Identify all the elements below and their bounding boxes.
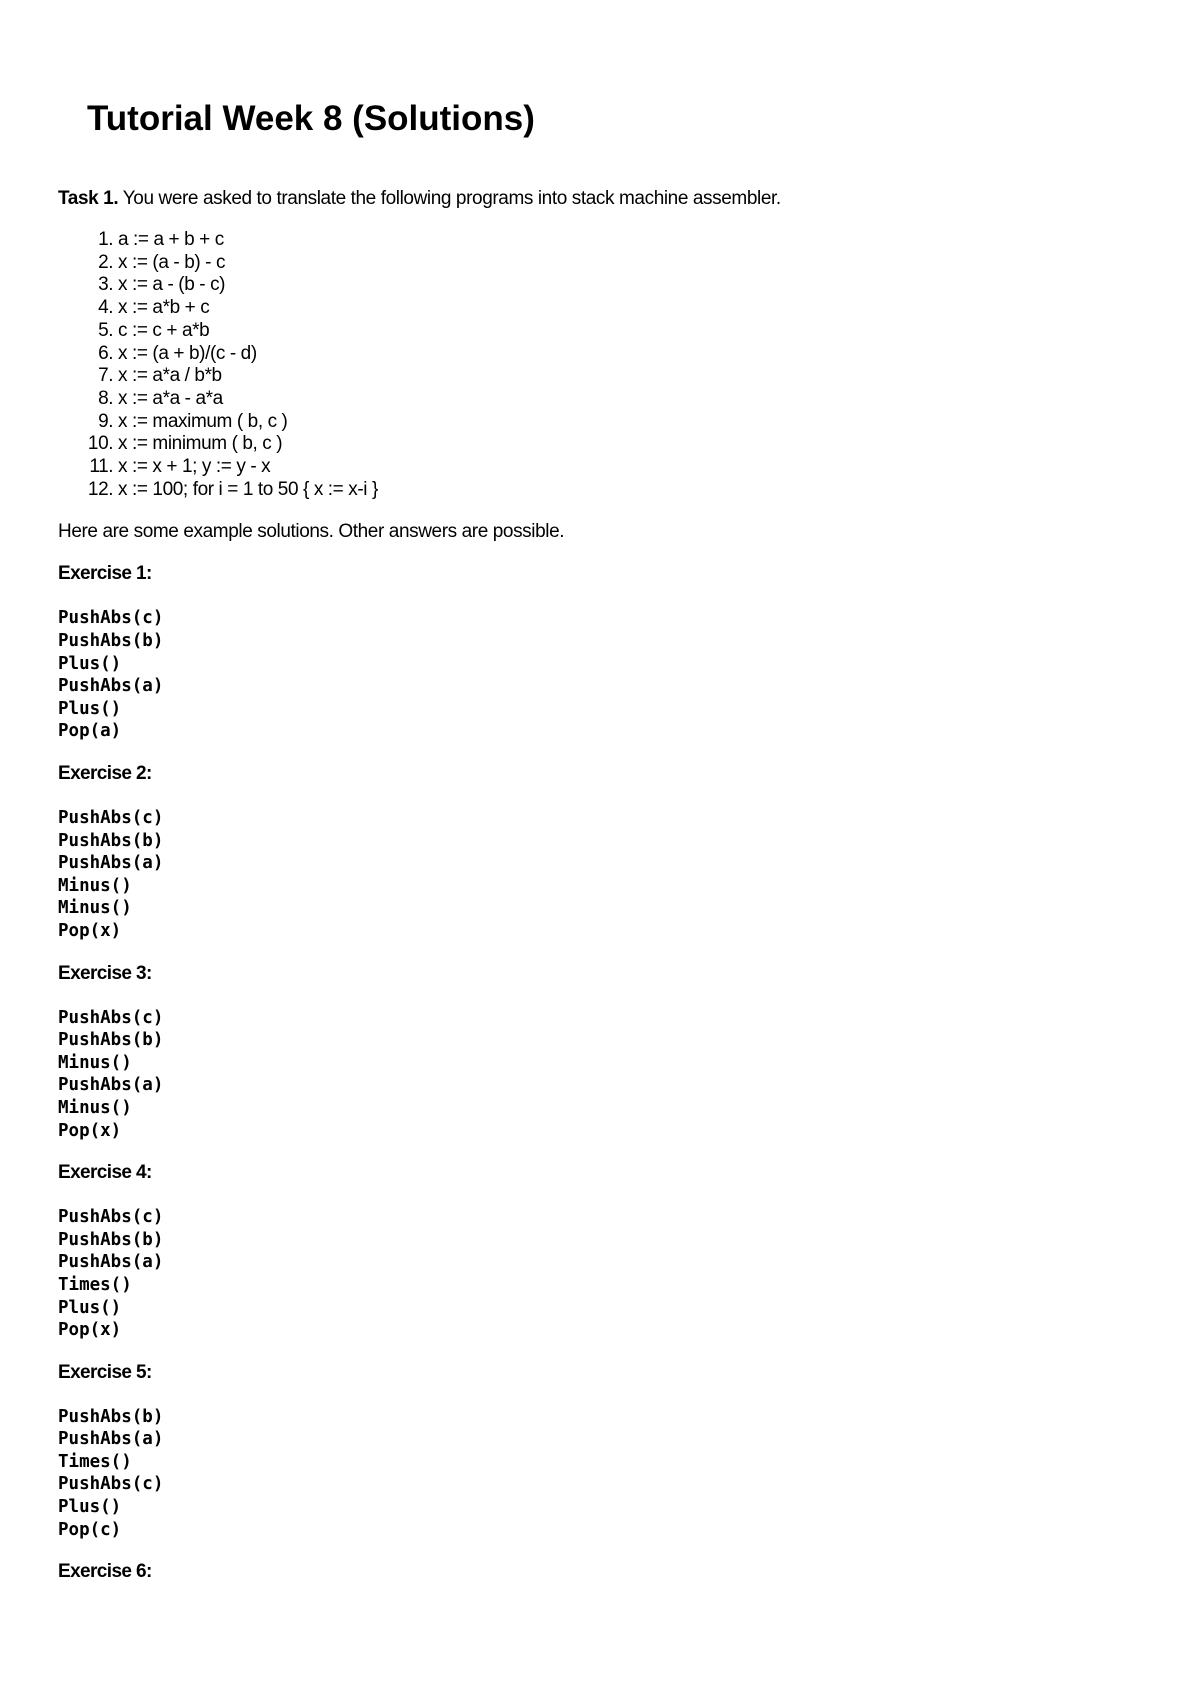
code-line: PushAbs(a) (58, 1075, 164, 1096)
program-item: 1. a := a + b + c (118, 229, 1138, 252)
code-line: PushAbs(c) (58, 1474, 164, 1495)
exercise-section (58, 1362, 1138, 1542)
program-item: 8. x := a*a - a*a (118, 388, 1138, 411)
code-line: Pop(x) (58, 1320, 122, 1341)
code-line: Times() (58, 1451, 132, 1472)
program-list (58, 229, 1138, 501)
program-item: 7. x := a*a / b*b (118, 365, 1138, 388)
code-line: PushAbs(b) (58, 830, 164, 851)
program-item: 10. x := minimum ( b, c ) (118, 433, 1138, 456)
code-line: Plus() (58, 1497, 122, 1518)
code-block (58, 607, 1138, 743)
program-item: 4. x := a*b + c (118, 297, 1138, 320)
code-line: PushAbs(c) (58, 1207, 164, 1228)
program-item: 6. x := (a + b)/(c - d) (118, 343, 1138, 366)
code-line: Pop(x) (58, 1120, 122, 1141)
exercise-section (58, 763, 1138, 943)
code-line: Plus() (58, 653, 122, 674)
program-item: 12. x := 100; for i = 1 to 50 { x := x-i } (118, 479, 1138, 502)
code-line: Pop(x) (58, 920, 122, 941)
exercise-heading: Exercise 5: (58, 1361, 152, 1383)
code-line: Plus() (58, 1297, 122, 1318)
task-label: Task 1. (58, 188, 119, 209)
exercise-section (58, 1561, 1138, 1583)
code-line: PushAbs(b) (58, 1030, 164, 1051)
program-item: 11. x := x + 1; y := y - x (118, 456, 1138, 479)
intro-text: Here are some example solutions. Other answers are possible. (58, 521, 565, 543)
exercise-section (58, 963, 1138, 1143)
program-item: 9. x := maximum ( b, c ) (118, 411, 1138, 434)
code-line: Pop(a) (58, 721, 122, 742)
page-title: Tutorial Week 8 (Solutions) (87, 99, 535, 138)
code-block (58, 807, 1138, 943)
program-item: 5. c := c + a*b (118, 320, 1138, 343)
code-block (58, 1206, 1138, 1342)
program-item: 2. x := (a - b) - c (118, 252, 1138, 275)
code-line: PushAbs(c) (58, 808, 164, 828)
code-line: PushAbs(a) (58, 676, 164, 697)
code-line: Minus() (58, 1097, 132, 1118)
exercise-section (58, 563, 1138, 743)
task-description (58, 188, 1138, 210)
code-line: Times() (58, 1274, 132, 1295)
code-line: PushAbs(a) (58, 1429, 164, 1450)
code-line: PushAbs(c) (58, 608, 164, 629)
code-block (58, 1007, 1138, 1143)
code-line: PushAbs(b) (58, 1229, 164, 1250)
exercise-heading: Exercise 4: (58, 1162, 152, 1184)
exercise-heading: Exercise 2: (58, 763, 152, 784)
code-line: Minus() (58, 898, 132, 919)
exercise-list (58, 563, 1138, 1583)
exercise-heading: Exercise 3: (58, 962, 152, 984)
code-line: PushAbs(b) (58, 631, 164, 652)
code-line: PushAbs(a) (58, 853, 164, 874)
code-line: Minus() (58, 875, 132, 896)
code-line: PushAbs(b) (58, 1406, 164, 1427)
code-line: Plus() (58, 698, 122, 719)
exercise-heading: Exercise 1: (58, 563, 152, 585)
code-block (58, 1406, 1138, 1542)
task-text: You were asked to translate the following programs into stack machine assembler. (118, 188, 781, 209)
program-item: 3. x := a - (b - c) (118, 274, 1138, 297)
code-line: PushAbs(a) (58, 1252, 164, 1273)
code-line: Minus() (58, 1052, 132, 1073)
code-line: Pop(c) (58, 1519, 122, 1540)
document-page (58, 96, 1138, 1583)
exercise-heading: Exercise 6: (58, 1561, 152, 1583)
code-line: PushAbs(c) (58, 1007, 164, 1028)
exercise-section (58, 1162, 1138, 1342)
